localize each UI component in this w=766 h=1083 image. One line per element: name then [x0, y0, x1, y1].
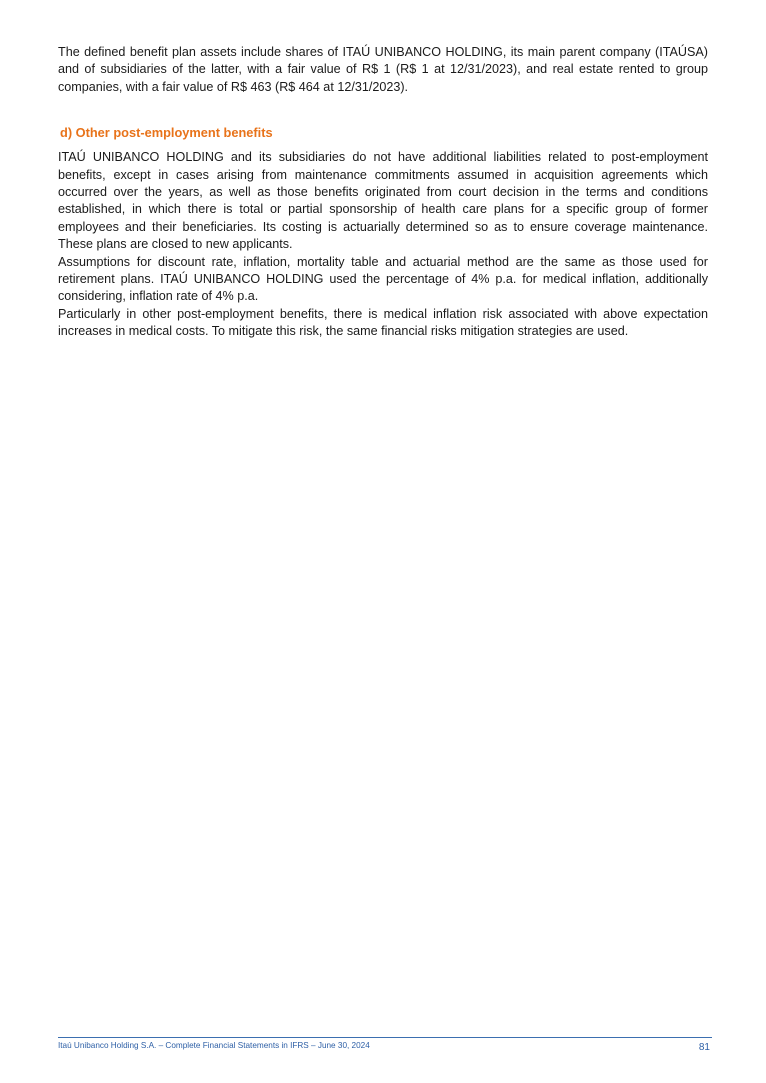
paragraph-additional-liabilities: ITAÚ UNIBANCO HOLDING and its subsidiaries do not have additional liabilities related to post-employment benefits, except in cases arising from maintenance commitments assumed in acquisition agreements which occurred over the years, as well as those benefits originated from court decision in the terms and conditions established, in which there is total or partial sponsorship of health care plans for a specific group of former employees and their beneficiaries. Its costing is actuarially determined so as to ensure coverage maintenance. These plans are closed to new applicants.: [58, 150, 708, 252]
footer-document-title: Itaú Unibanco Holding S.A. – Complete Financial Statements in IFRS – June 30, 2024: [58, 1041, 370, 1050]
footer-page-number: 81: [698, 1042, 710, 1053]
page-footer: [58, 1037, 712, 1053]
paragraph-medical-inflation-risk: Particularly in other post-employment benefits, there is medical inflation risk associated with above expectation increases in medical costs. To mitigate this risk, the same financial risks mitigation strategies are used.: [58, 306, 708, 339]
paragraph-plan-assets: The defined benefit plan assets include shares of ITAÚ UNIBANCO HOLDING, its main parent company (ITAÚSA) and of subsidiaries of the latter, with a fair value of R$ 1 (R$ 1 at 12/31/2023), and real estate rented to group companies, with a fair value of R$ 463 (R$ 464 at 12/31/2023).: [58, 45, 708, 94]
section-heading-other-post-employment-benefits: d) Other post-employment benefits: [60, 125, 273, 141]
page-content: [58, 44, 708, 341]
paragraph-assumptions: Assumptions for discount rate, inflation, mortality table and actuarial method are the same as those used for retirement plans. ITAÚ UNIBANCO HOLDING used the percentage of 4% p.a. for medical inflation, additionally considering, inflation rate of 4% p.a.: [58, 254, 708, 304]
